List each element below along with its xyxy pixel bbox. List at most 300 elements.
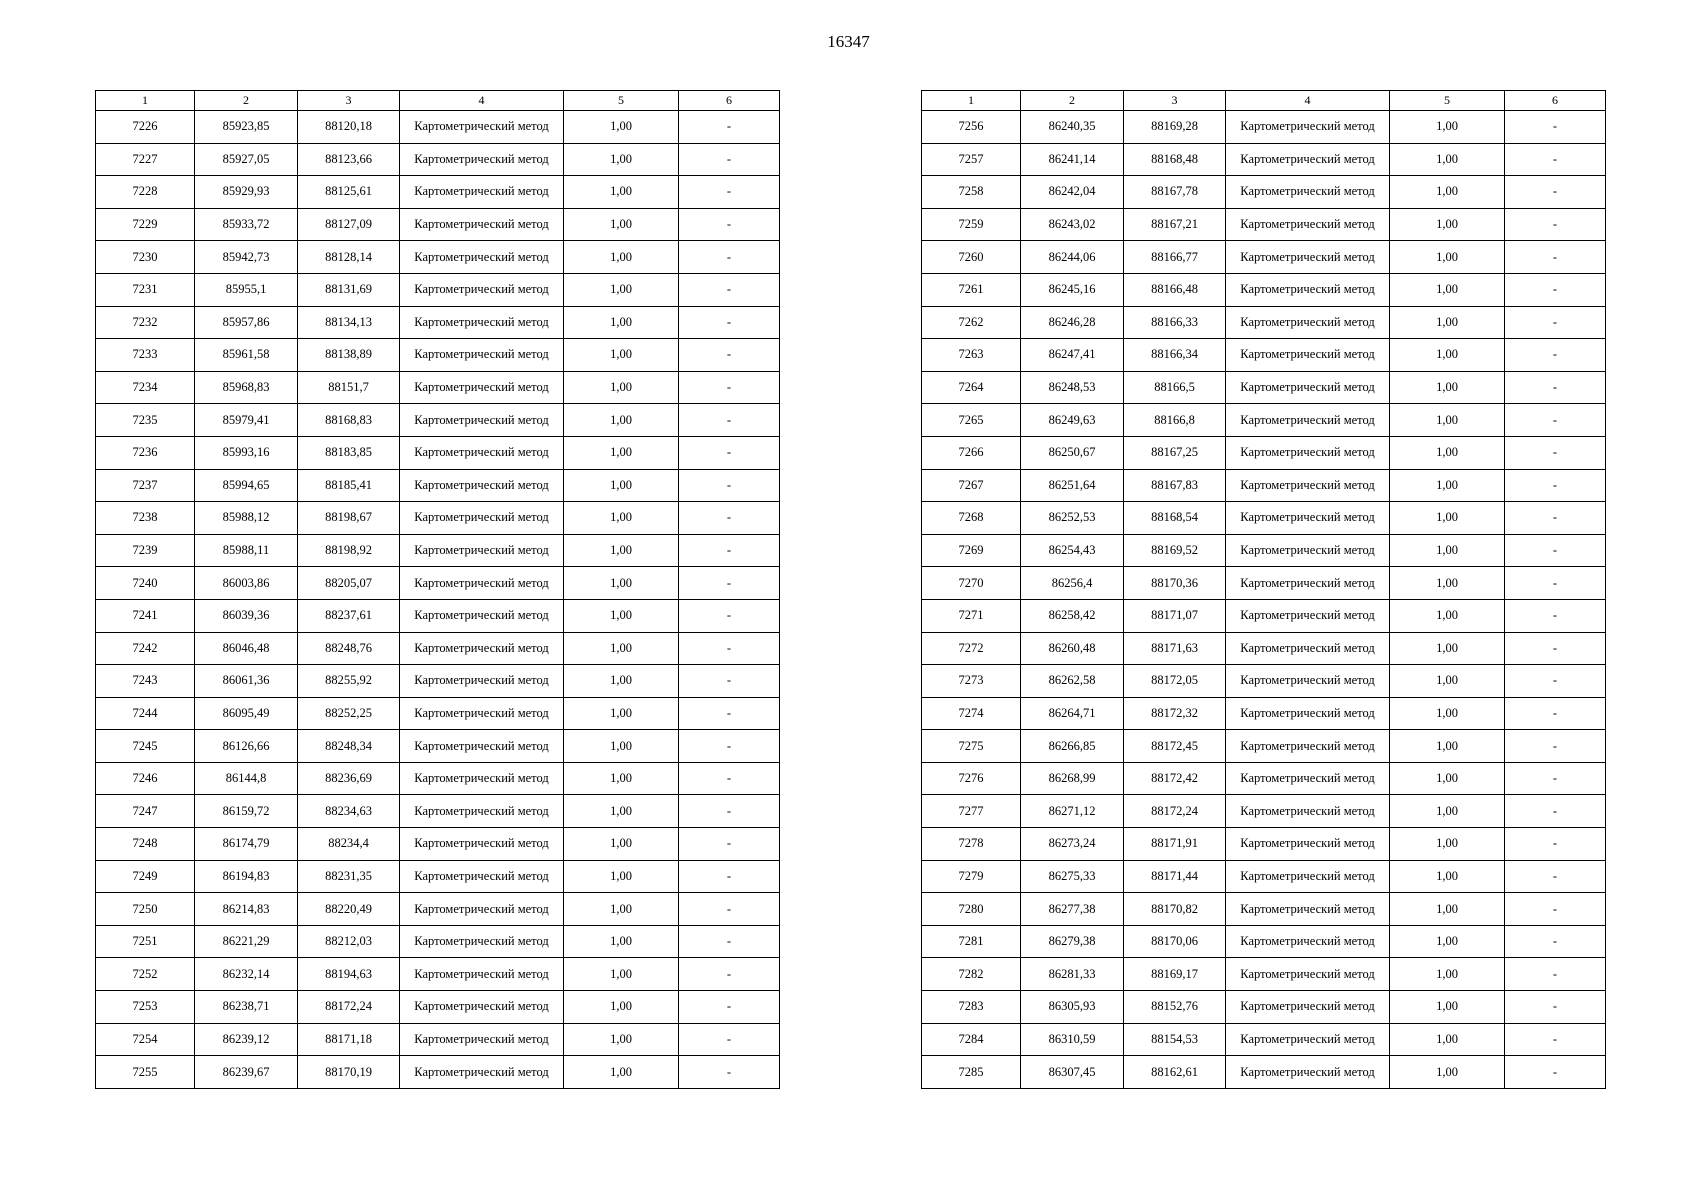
description-cell: - xyxy=(1505,111,1606,144)
description-cell: - xyxy=(1505,404,1606,437)
method-cell: Картометрический метод xyxy=(400,925,564,958)
description-cell: - xyxy=(1505,795,1606,828)
accuracy-cell: 1,00 xyxy=(1390,111,1505,144)
accuracy-cell: 1,00 xyxy=(564,306,679,339)
accuracy-cell: 1,00 xyxy=(1390,632,1505,665)
x-coordinate-cell: 85927,05 xyxy=(195,143,298,176)
table-row xyxy=(96,176,780,209)
table-row xyxy=(96,208,780,241)
accuracy-cell: 1,00 xyxy=(564,567,679,600)
y-coordinate-cell: 88237,61 xyxy=(298,599,400,632)
x-coordinate-cell: 85929,93 xyxy=(195,176,298,209)
table-row xyxy=(96,469,780,502)
table-row xyxy=(96,306,780,339)
x-coordinate-cell: 86242,04 xyxy=(1021,176,1124,209)
method-cell: Картометрический метод xyxy=(400,241,564,274)
y-coordinate-cell: 88185,41 xyxy=(298,469,400,502)
accuracy-cell: 1,00 xyxy=(564,1056,679,1089)
method-cell: Картометрический метод xyxy=(1226,795,1390,828)
table-row xyxy=(96,1056,780,1089)
description-cell: - xyxy=(1505,143,1606,176)
x-coordinate-cell: 86264,71 xyxy=(1021,697,1124,730)
point-number-cell: 7246 xyxy=(96,762,195,795)
column-header-4: 4 xyxy=(1226,91,1390,111)
y-coordinate-cell: 88198,92 xyxy=(298,534,400,567)
description-cell: - xyxy=(679,730,780,763)
description-cell: - xyxy=(679,404,780,437)
accuracy-cell: 1,00 xyxy=(1390,860,1505,893)
y-coordinate-cell: 88172,32 xyxy=(1124,697,1226,730)
accuracy-cell: 1,00 xyxy=(564,534,679,567)
method-cell: Картометрический метод xyxy=(1226,632,1390,665)
x-coordinate-cell: 86266,85 xyxy=(1021,730,1124,763)
point-number-cell: 7265 xyxy=(922,404,1021,437)
x-coordinate-cell: 86279,38 xyxy=(1021,925,1124,958)
description-cell: - xyxy=(1505,208,1606,241)
x-coordinate-cell: 86221,29 xyxy=(195,925,298,958)
table-row xyxy=(922,958,1606,991)
accuracy-cell: 1,00 xyxy=(564,762,679,795)
method-cell: Картометрический метод xyxy=(1226,860,1390,893)
table-row xyxy=(922,1023,1606,1056)
method-cell: Картометрический метод xyxy=(400,893,564,926)
description-cell: - xyxy=(679,958,780,991)
x-coordinate-cell: 86244,06 xyxy=(1021,241,1124,274)
point-number-cell: 7263 xyxy=(922,339,1021,372)
method-cell: Картометрический метод xyxy=(1226,599,1390,632)
table-row xyxy=(96,436,780,469)
accuracy-cell: 1,00 xyxy=(1390,958,1505,991)
point-number-cell: 7270 xyxy=(922,567,1021,600)
description-cell: - xyxy=(1505,339,1606,372)
description-cell: - xyxy=(679,176,780,209)
point-number-cell: 7255 xyxy=(96,1056,195,1089)
point-number-cell: 7256 xyxy=(922,111,1021,144)
description-cell: - xyxy=(679,436,780,469)
table-row xyxy=(96,111,780,144)
coordinates-table-right xyxy=(921,90,1606,1089)
y-coordinate-cell: 88198,67 xyxy=(298,502,400,535)
x-coordinate-cell: 85923,85 xyxy=(195,111,298,144)
table-row xyxy=(922,111,1606,144)
y-coordinate-cell: 88169,52 xyxy=(1124,534,1226,567)
description-cell: - xyxy=(679,534,780,567)
point-number-cell: 7241 xyxy=(96,599,195,632)
y-coordinate-cell: 88172,24 xyxy=(1124,795,1226,828)
table-row xyxy=(922,502,1606,535)
accuracy-cell: 1,00 xyxy=(1390,1056,1505,1089)
method-cell: Картометрический метод xyxy=(1226,991,1390,1024)
method-cell: Картометрический метод xyxy=(400,958,564,991)
point-number-cell: 7239 xyxy=(96,534,195,567)
point-number-cell: 7282 xyxy=(922,958,1021,991)
point-number-cell: 7235 xyxy=(96,404,195,437)
y-coordinate-cell: 88220,49 xyxy=(298,893,400,926)
method-cell: Картометрический метод xyxy=(1226,176,1390,209)
description-cell: - xyxy=(1505,893,1606,926)
x-coordinate-cell: 85988,12 xyxy=(195,502,298,535)
method-cell: Картометрический метод xyxy=(400,339,564,372)
table-row xyxy=(922,795,1606,828)
description-cell: - xyxy=(1505,436,1606,469)
description-cell: - xyxy=(679,795,780,828)
y-coordinate-cell: 88169,17 xyxy=(1124,958,1226,991)
y-coordinate-cell: 88172,45 xyxy=(1124,730,1226,763)
column-header-5: 5 xyxy=(564,91,679,111)
table-row xyxy=(922,404,1606,437)
table-row xyxy=(96,534,780,567)
method-cell: Картометрический метод xyxy=(400,632,564,665)
x-coordinate-cell: 86281,33 xyxy=(1021,958,1124,991)
x-coordinate-cell: 86232,14 xyxy=(195,958,298,991)
x-coordinate-cell: 86246,28 xyxy=(1021,306,1124,339)
x-coordinate-cell: 85942,73 xyxy=(195,241,298,274)
accuracy-cell: 1,00 xyxy=(564,371,679,404)
accuracy-cell: 1,00 xyxy=(1390,273,1505,306)
accuracy-cell: 1,00 xyxy=(1390,795,1505,828)
accuracy-cell: 1,00 xyxy=(1390,208,1505,241)
table-row xyxy=(922,697,1606,730)
accuracy-cell: 1,00 xyxy=(564,111,679,144)
column-header-4: 4 xyxy=(400,91,564,111)
table-row xyxy=(96,795,780,828)
y-coordinate-cell: 88172,42 xyxy=(1124,762,1226,795)
y-coordinate-cell: 88168,54 xyxy=(1124,502,1226,535)
table-row xyxy=(96,860,780,893)
x-coordinate-cell: 86268,99 xyxy=(1021,762,1124,795)
y-coordinate-cell: 88125,61 xyxy=(298,176,400,209)
point-number-cell: 7275 xyxy=(922,730,1021,763)
method-cell: Картометрический метод xyxy=(400,828,564,861)
x-coordinate-cell: 86258,42 xyxy=(1021,599,1124,632)
method-cell: Картометрический метод xyxy=(1226,828,1390,861)
point-number-cell: 7259 xyxy=(922,208,1021,241)
y-coordinate-cell: 88172,05 xyxy=(1124,665,1226,698)
description-cell: - xyxy=(1505,241,1606,274)
x-coordinate-cell: 86174,79 xyxy=(195,828,298,861)
description-cell: - xyxy=(679,111,780,144)
description-cell: - xyxy=(1505,176,1606,209)
point-number-cell: 7279 xyxy=(922,860,1021,893)
accuracy-cell: 1,00 xyxy=(1390,697,1505,730)
description-cell: - xyxy=(679,632,780,665)
x-coordinate-cell: 86239,67 xyxy=(195,1056,298,1089)
table-row xyxy=(922,991,1606,1024)
x-coordinate-cell: 86238,71 xyxy=(195,991,298,1024)
y-coordinate-cell: 88167,21 xyxy=(1124,208,1226,241)
description-cell: - xyxy=(679,762,780,795)
method-cell: Картометрический метод xyxy=(400,665,564,698)
y-coordinate-cell: 88248,76 xyxy=(298,632,400,665)
point-number-cell: 7257 xyxy=(922,143,1021,176)
y-coordinate-cell: 88171,18 xyxy=(298,1023,400,1056)
table-row xyxy=(96,762,780,795)
table-row xyxy=(922,176,1606,209)
table-row xyxy=(922,1056,1606,1089)
accuracy-cell: 1,00 xyxy=(564,958,679,991)
point-number-cell: 7248 xyxy=(96,828,195,861)
table-row xyxy=(922,436,1606,469)
column-header-1: 1 xyxy=(922,91,1021,111)
method-cell: Картометрический метод xyxy=(400,273,564,306)
table-row xyxy=(96,143,780,176)
point-number-cell: 7267 xyxy=(922,469,1021,502)
accuracy-cell: 1,00 xyxy=(564,502,679,535)
x-coordinate-cell: 85955,1 xyxy=(195,273,298,306)
y-coordinate-cell: 88127,09 xyxy=(298,208,400,241)
accuracy-cell: 1,00 xyxy=(564,143,679,176)
x-coordinate-cell: 86273,24 xyxy=(1021,828,1124,861)
point-number-cell: 7260 xyxy=(922,241,1021,274)
point-number-cell: 7245 xyxy=(96,730,195,763)
description-cell: - xyxy=(679,599,780,632)
method-cell: Картометрический метод xyxy=(400,567,564,600)
description-cell: - xyxy=(1505,828,1606,861)
x-coordinate-cell: 86262,58 xyxy=(1021,665,1124,698)
column-header-2: 2 xyxy=(195,91,298,111)
x-coordinate-cell: 86254,43 xyxy=(1021,534,1124,567)
y-coordinate-cell: 88171,63 xyxy=(1124,632,1226,665)
description-cell: - xyxy=(1505,860,1606,893)
x-coordinate-cell: 86039,36 xyxy=(195,599,298,632)
method-cell: Картометрический метод xyxy=(400,143,564,176)
column-header-6: 6 xyxy=(679,91,780,111)
point-number-cell: 7254 xyxy=(96,1023,195,1056)
description-cell: - xyxy=(1505,599,1606,632)
description-cell: - xyxy=(679,665,780,698)
method-cell: Картометрический метод xyxy=(400,860,564,893)
point-number-cell: 7261 xyxy=(922,273,1021,306)
y-coordinate-cell: 88167,25 xyxy=(1124,436,1226,469)
accuracy-cell: 1,00 xyxy=(1390,371,1505,404)
accuracy-cell: 1,00 xyxy=(564,1023,679,1056)
accuracy-cell: 1,00 xyxy=(1390,306,1505,339)
point-number-cell: 7273 xyxy=(922,665,1021,698)
accuracy-cell: 1,00 xyxy=(1390,828,1505,861)
accuracy-cell: 1,00 xyxy=(564,795,679,828)
point-number-cell: 7230 xyxy=(96,241,195,274)
table-row xyxy=(922,730,1606,763)
table-row xyxy=(96,665,780,698)
x-coordinate-cell: 86144,8 xyxy=(195,762,298,795)
x-coordinate-cell: 85993,16 xyxy=(195,436,298,469)
point-number-cell: 7236 xyxy=(96,436,195,469)
table-row xyxy=(96,925,780,958)
y-coordinate-cell: 88171,44 xyxy=(1124,860,1226,893)
description-cell: - xyxy=(1505,502,1606,535)
method-cell: Картометрический метод xyxy=(1226,958,1390,991)
table-row xyxy=(922,925,1606,958)
method-cell: Картометрический метод xyxy=(1226,469,1390,502)
y-coordinate-cell: 88151,7 xyxy=(298,371,400,404)
point-number-cell: 7272 xyxy=(922,632,1021,665)
table-row xyxy=(922,762,1606,795)
y-coordinate-cell: 88166,33 xyxy=(1124,306,1226,339)
table-row xyxy=(922,893,1606,926)
point-number-cell: 7242 xyxy=(96,632,195,665)
page-number: 16347 xyxy=(827,32,870,51)
table-row xyxy=(96,958,780,991)
description-cell: - xyxy=(679,339,780,372)
column-header-1: 1 xyxy=(96,91,195,111)
accuracy-cell: 1,00 xyxy=(564,991,679,1024)
x-coordinate-cell: 86305,93 xyxy=(1021,991,1124,1024)
point-number-cell: 7281 xyxy=(922,925,1021,958)
table-row xyxy=(922,860,1606,893)
table-row xyxy=(922,632,1606,665)
y-coordinate-cell: 88172,24 xyxy=(298,991,400,1024)
accuracy-cell: 1,00 xyxy=(564,241,679,274)
accuracy-cell: 1,00 xyxy=(564,469,679,502)
point-number-cell: 7232 xyxy=(96,306,195,339)
x-coordinate-cell: 85994,65 xyxy=(195,469,298,502)
table-header-row xyxy=(922,91,1606,111)
point-number-cell: 7244 xyxy=(96,697,195,730)
x-coordinate-cell: 85957,86 xyxy=(195,306,298,339)
description-cell: - xyxy=(1505,632,1606,665)
y-coordinate-cell: 88166,8 xyxy=(1124,404,1226,437)
point-number-cell: 7280 xyxy=(922,893,1021,926)
description-cell: - xyxy=(1505,665,1606,698)
x-coordinate-cell: 85968,83 xyxy=(195,371,298,404)
description-cell: - xyxy=(1505,567,1606,600)
x-coordinate-cell: 86003,86 xyxy=(195,567,298,600)
y-coordinate-cell: 88166,48 xyxy=(1124,273,1226,306)
table-row xyxy=(96,697,780,730)
accuracy-cell: 1,00 xyxy=(1390,991,1505,1024)
table-row xyxy=(922,567,1606,600)
accuracy-cell: 1,00 xyxy=(1390,599,1505,632)
point-number-cell: 7250 xyxy=(96,893,195,926)
point-number-cell: 7233 xyxy=(96,339,195,372)
x-coordinate-cell: 86250,67 xyxy=(1021,436,1124,469)
x-coordinate-cell: 86046,48 xyxy=(195,632,298,665)
method-cell: Картометрический метод xyxy=(400,111,564,144)
accuracy-cell: 1,00 xyxy=(1390,176,1505,209)
point-number-cell: 7229 xyxy=(96,208,195,241)
table-row xyxy=(922,339,1606,372)
description-cell: - xyxy=(679,306,780,339)
y-coordinate-cell: 88170,06 xyxy=(1124,925,1226,958)
y-coordinate-cell: 88212,03 xyxy=(298,925,400,958)
method-cell: Картометрический метод xyxy=(400,371,564,404)
description-cell: - xyxy=(679,828,780,861)
method-cell: Картометрический метод xyxy=(400,795,564,828)
accuracy-cell: 1,00 xyxy=(564,176,679,209)
method-cell: Картометрический метод xyxy=(1226,371,1390,404)
x-coordinate-cell: 85988,11 xyxy=(195,534,298,567)
y-coordinate-cell: 88167,83 xyxy=(1124,469,1226,502)
accuracy-cell: 1,00 xyxy=(1390,665,1505,698)
x-coordinate-cell: 86061,36 xyxy=(195,665,298,698)
table-row xyxy=(922,208,1606,241)
table-row xyxy=(922,599,1606,632)
description-cell: - xyxy=(679,143,780,176)
point-number-cell: 7253 xyxy=(96,991,195,1024)
accuracy-cell: 1,00 xyxy=(564,860,679,893)
point-number-cell: 7285 xyxy=(922,1056,1021,1089)
description-cell: - xyxy=(1505,273,1606,306)
column-header-5: 5 xyxy=(1390,91,1505,111)
x-coordinate-cell: 85933,72 xyxy=(195,208,298,241)
table-row xyxy=(96,632,780,665)
description-cell: - xyxy=(679,273,780,306)
method-cell: Картометрический метод xyxy=(1226,241,1390,274)
y-coordinate-cell: 88134,13 xyxy=(298,306,400,339)
y-coordinate-cell: 88170,82 xyxy=(1124,893,1226,926)
description-cell: - xyxy=(679,241,780,274)
accuracy-cell: 1,00 xyxy=(564,436,679,469)
y-coordinate-cell: 88168,83 xyxy=(298,404,400,437)
y-coordinate-cell: 88171,91 xyxy=(1124,828,1226,861)
method-cell: Картометрический метод xyxy=(400,762,564,795)
method-cell: Картометрический метод xyxy=(1226,111,1390,144)
description-cell: - xyxy=(1505,762,1606,795)
x-coordinate-cell: 86256,4 xyxy=(1021,567,1124,600)
description-cell: - xyxy=(1505,697,1606,730)
y-coordinate-cell: 88236,69 xyxy=(298,762,400,795)
table-row xyxy=(96,502,780,535)
method-cell: Картометрический метод xyxy=(400,208,564,241)
accuracy-cell: 1,00 xyxy=(564,632,679,665)
accuracy-cell: 1,00 xyxy=(1390,762,1505,795)
method-cell: Картометрический метод xyxy=(1226,143,1390,176)
accuracy-cell: 1,00 xyxy=(1390,534,1505,567)
point-number-cell: 7249 xyxy=(96,860,195,893)
y-coordinate-cell: 88120,18 xyxy=(298,111,400,144)
table-row xyxy=(96,599,780,632)
description-cell: - xyxy=(1505,958,1606,991)
y-coordinate-cell: 88154,53 xyxy=(1124,1023,1226,1056)
table-row xyxy=(96,1023,780,1056)
point-number-cell: 7252 xyxy=(96,958,195,991)
x-coordinate-cell: 86247,41 xyxy=(1021,339,1124,372)
table-row xyxy=(922,371,1606,404)
x-coordinate-cell: 86248,53 xyxy=(1021,371,1124,404)
method-cell: Картометрический метод xyxy=(400,599,564,632)
y-coordinate-cell: 88171,07 xyxy=(1124,599,1226,632)
method-cell: Картометрический метод xyxy=(1226,697,1390,730)
method-cell: Картометрический метод xyxy=(400,469,564,502)
point-number-cell: 7234 xyxy=(96,371,195,404)
table-row xyxy=(922,828,1606,861)
table-row xyxy=(96,893,780,926)
accuracy-cell: 1,00 xyxy=(1390,925,1505,958)
point-number-cell: 7237 xyxy=(96,469,195,502)
table-row xyxy=(922,469,1606,502)
point-number-cell: 7238 xyxy=(96,502,195,535)
accuracy-cell: 1,00 xyxy=(564,828,679,861)
column-header-3: 3 xyxy=(1124,91,1226,111)
description-cell: - xyxy=(679,502,780,535)
x-coordinate-cell: 86249,63 xyxy=(1021,404,1124,437)
method-cell: Картометрический метод xyxy=(1226,534,1390,567)
description-cell: - xyxy=(1505,371,1606,404)
y-coordinate-cell: 88168,48 xyxy=(1124,143,1226,176)
method-cell: Картометрический метод xyxy=(1226,567,1390,600)
column-header-6: 6 xyxy=(1505,91,1606,111)
method-cell: Картометрический метод xyxy=(400,306,564,339)
description-cell: - xyxy=(1505,1023,1606,1056)
method-cell: Картометрический метод xyxy=(1226,339,1390,372)
point-number-cell: 7271 xyxy=(922,599,1021,632)
method-cell: Картометрический метод xyxy=(1226,273,1390,306)
y-coordinate-cell: 88128,14 xyxy=(298,241,400,274)
y-coordinate-cell: 88166,77 xyxy=(1124,241,1226,274)
y-coordinate-cell: 88205,07 xyxy=(298,567,400,600)
description-cell: - xyxy=(1505,534,1606,567)
table-row xyxy=(922,306,1606,339)
